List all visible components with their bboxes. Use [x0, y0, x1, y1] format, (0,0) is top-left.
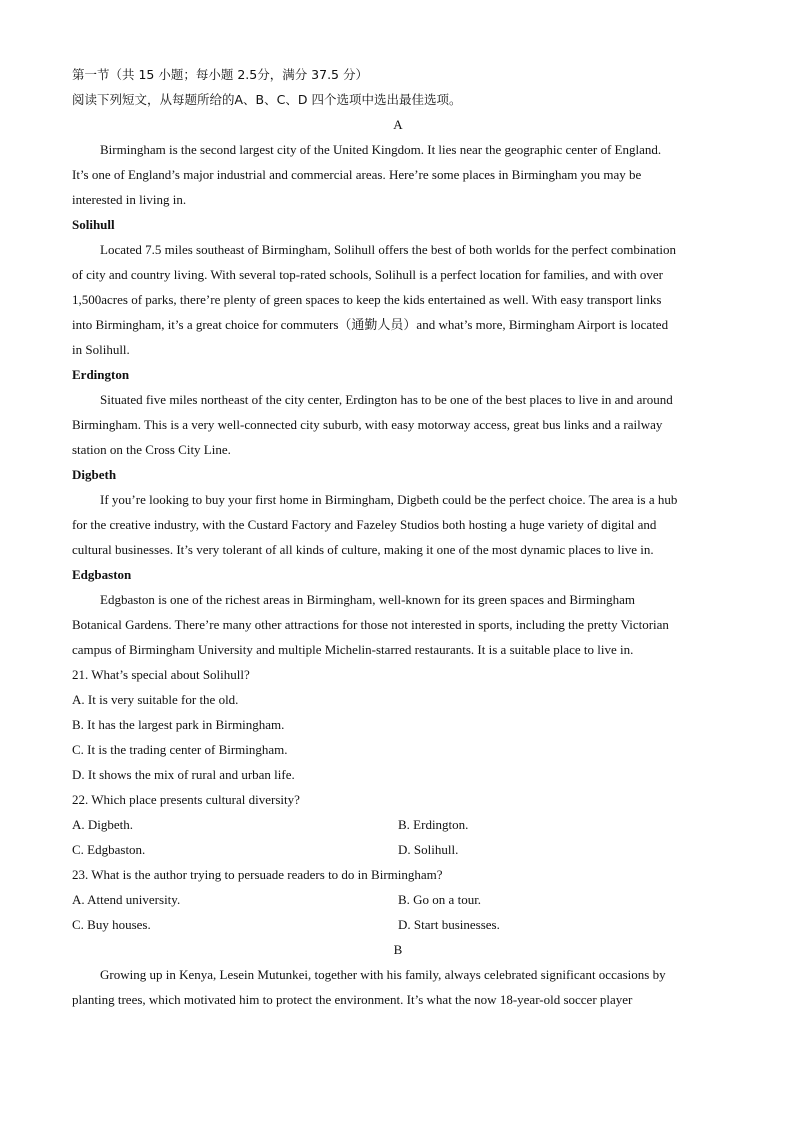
paragraph-line: for the creative industry, with the Custard Factory and Fazeley Studios both hosting a huge variety of digital and: [72, 517, 657, 532]
question-22-option-b[interactable]: B. Erdington.: [398, 817, 469, 832]
paragraph-line: 1,500acres of parks, there’re plenty of green spaces to keep the kids entertained as well. With easy transport links: [72, 292, 662, 307]
question-23-option-c[interactable]: C. Buy houses.: [72, 917, 151, 932]
paragraph-line: cultural businesses. It’s very tolerant of all kinds of culture, making it one of the most dynamic places to live in.: [72, 542, 654, 557]
paragraph-line: If you’re looking to buy your first home in Birmingham, Digbeth could be the perfect choice. The area is a hub: [100, 492, 678, 507]
place-heading-edgbaston: Edgbaston: [72, 567, 132, 582]
question-22-option-c[interactable]: C. Edgbaston.: [72, 842, 146, 857]
paragraph-line: Located 7.5 miles southeast of Birmingham, Solihull offers the best of both worlds for the perfect combination: [100, 242, 676, 257]
exam-page: [72, 62, 724, 1012]
question-23-options-row-1: [72, 887, 724, 912]
paragraph-line: It’s one of England’s major industrial and commercial areas. Here’re some places in Birmingham you may be: [72, 167, 642, 182]
question-22-options-row-2: [72, 837, 724, 862]
section-header: 第一节（共 15 小题；每小题 2.5分，满分 37.5 分）: [72, 67, 368, 82]
question-23-options-row-2: [72, 912, 724, 937]
question-23-option-d[interactable]: D. Start businesses.: [398, 917, 500, 932]
question-23-option-b[interactable]: B. Go on a tour.: [398, 892, 482, 907]
place-paragraph-digbeth: [72, 487, 724, 562]
place-paragraph-erdington: [72, 387, 724, 462]
question-21-option-a[interactable]: A. It is very suitable for the old.: [72, 692, 239, 707]
paragraph-line: station on the Cross City Line.: [72, 442, 231, 457]
paragraph-line: of city and country living. With several top-rated schools, Solihull is a perfect location for families, and with over: [72, 267, 663, 282]
paragraph-line: into Birmingham, it’s a great choice for commuters（通勤人员）and what’s more, Birmingham Airport is located: [72, 317, 669, 332]
place-paragraph-edgbaston: [72, 587, 724, 662]
place-heading-solihull: Solihull: [72, 217, 115, 232]
place-paragraph-solihull: [72, 237, 724, 362]
paragraph-line: in Solihull.: [72, 342, 130, 357]
paragraph-line: Birmingham is the second largest city of the United Kingdom. It lies near the geographic center of England.: [100, 142, 662, 157]
paragraph-line: Edgbaston is one of the richest areas in Birmingham, well-known for its green spaces and Birmingham: [100, 592, 636, 607]
question-22-stem: 22. Which place presents cultural diversity?: [72, 792, 300, 807]
passage-b-paragraph: [72, 962, 724, 1012]
paragraph-line: Birmingham. This is a very well-connected city suburb, with easy motorway access, great bus links and a railway: [72, 417, 663, 432]
place-heading-digbeth: Digbeth: [72, 467, 117, 482]
passage-a-intro: [72, 137, 724, 212]
section-instruction: 阅读下列短文，从每题所给的A、B、C、D 四个选项中选出最佳选项。: [72, 92, 462, 107]
place-heading-erdington: Erdington: [72, 367, 130, 382]
question-21-option-d[interactable]: D. It shows the mix of rural and urban life.: [72, 767, 295, 782]
question-21-option-c[interactable]: C. It is the trading center of Birmingham.: [72, 742, 288, 757]
paragraph-line: campus of Birmingham University and multiple Michelin-starred restaurants. It is a suitable place to live in.: [72, 642, 634, 657]
paragraph-line: planting trees, which motivated him to protect the environment. It’s what the now 18-year-old soccer player: [72, 992, 633, 1007]
question-23-stem: 23. What is the author trying to persuade readers to do in Birmingham?: [72, 867, 443, 882]
paragraph-line: Situated five miles northeast of the city center, Erdington has to be one of the best places to live in and around: [100, 392, 673, 407]
question-22-options-row-1: [72, 812, 724, 837]
paragraph-line: Growing up in Kenya, Lesein Mutunkei, together with his family, always celebrated significant occasions by: [100, 967, 666, 982]
passage-a-label: A: [393, 117, 403, 132]
question-21-option-b[interactable]: B. It has the largest park in Birmingham.: [72, 717, 285, 732]
paragraph-line: Botanical Gardens. There’re many other attractions for those not interested in sports, including the pretty Victorian: [72, 617, 669, 632]
passage-b-label: B: [393, 942, 403, 957]
question-23-option-a[interactable]: A. Attend university.: [72, 892, 181, 907]
question-21-stem: 21. What’s special about Solihull?: [72, 667, 250, 682]
question-22-option-a[interactable]: A. Digbeth.: [72, 817, 134, 832]
paragraph-line: interested in living in.: [72, 192, 187, 207]
question-22-option-d[interactable]: D. Solihull.: [398, 842, 459, 857]
